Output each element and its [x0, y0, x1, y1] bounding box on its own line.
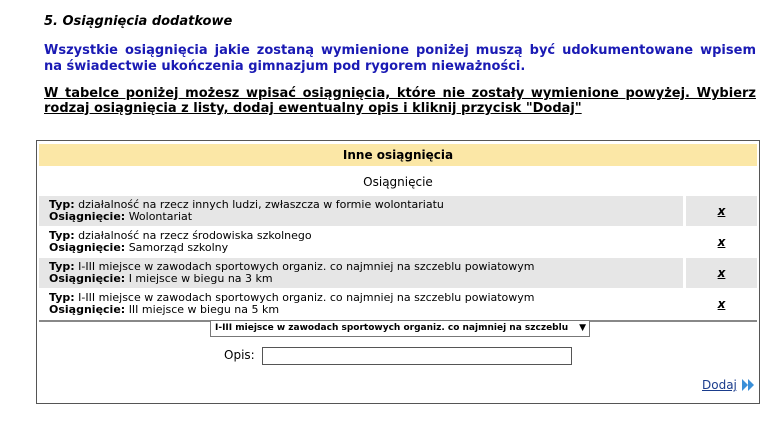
- type-label: Typ:: [49, 229, 75, 242]
- delete-row-button[interactable]: x: [686, 196, 757, 226]
- type-value: działalność na rzecz środowiska szkolnego: [78, 229, 312, 242]
- achievement-value: III miejsce w biegu na 5 km: [128, 303, 280, 316]
- row-content: [39, 227, 683, 257]
- panel-header: Inne osiągnięcia: [39, 144, 757, 166]
- row-content: [39, 289, 683, 319]
- type-value: działalność na rzecz innych ludzi, zwłaszcza w formie wolontariatu: [78, 198, 444, 211]
- achievement-value: I miejsce w biegu na 3 km: [128, 272, 273, 285]
- double-arrow-right-icon: [741, 378, 755, 392]
- opis-label: Opis:: [224, 348, 255, 362]
- achievement-type-select[interactable]: [210, 320, 590, 337]
- achievements-list: [39, 196, 757, 319]
- achievement-label: Osiągnięcie:: [49, 241, 126, 254]
- row-content: [39, 196, 683, 226]
- table-row: [39, 227, 757, 257]
- table-row: [39, 196, 757, 226]
- delete-row-button[interactable]: x: [717, 297, 726, 311]
- achievement-label: Osiągnięcie:: [49, 272, 126, 285]
- notice-text: Wszystkie osiągnięcia jakie zostaną wymienione poniżej muszą być udokumentowane wpisem na świadectwie ukończenia gimnazjum pod rygorem nieważności.: [44, 43, 756, 74]
- achievement-label: Osiągnięcie:: [49, 303, 126, 316]
- column-header: Osiągnięcie: [363, 175, 433, 189]
- type-value: I-III miejsce w zawodach sportowych organiz. co najmniej na szczeblu powiatowym: [78, 260, 535, 273]
- achievement-value: Wolontariat: [128, 210, 193, 223]
- type-label: Typ:: [49, 291, 75, 304]
- table-row: [39, 289, 757, 319]
- section-title: 5. Osiągnięcia dodatkowe: [44, 14, 233, 29]
- select-value: I-III miejsce w zawodach sportowych organiz. co najmniej na szczeblu: [215, 323, 569, 333]
- delete-row-button[interactable]: x: [717, 235, 726, 249]
- add-button-label: Dodaj: [702, 378, 737, 392]
- delete-row-button[interactable]: x: [686, 258, 757, 288]
- type-label: Typ:: [49, 198, 75, 211]
- type-label: Typ:: [49, 260, 75, 273]
- dropdown-arrow-icon: ▼: [579, 323, 586, 333]
- type-value: I-III miejsce w zawodach sportowych organiz. co najmniej na szczeblu powiatowym: [78, 291, 535, 304]
- achievement-value: Samorząd szkolny: [128, 241, 229, 254]
- opis-input[interactable]: [262, 347, 572, 365]
- instruction-text: W tabelce poniżej możesz wpisać osiągnięcia, które nie zostały wymienione powyżej. Wybierz rodzaj osiągnięcia z listy, dodaj ewentualny opis i kliknij przycisk "Dodaj": [44, 86, 756, 116]
- achievement-label: Osiągnięcie:: [49, 210, 126, 223]
- add-button[interactable]: [702, 378, 755, 392]
- table-row: [39, 258, 757, 288]
- row-content: [39, 258, 683, 288]
